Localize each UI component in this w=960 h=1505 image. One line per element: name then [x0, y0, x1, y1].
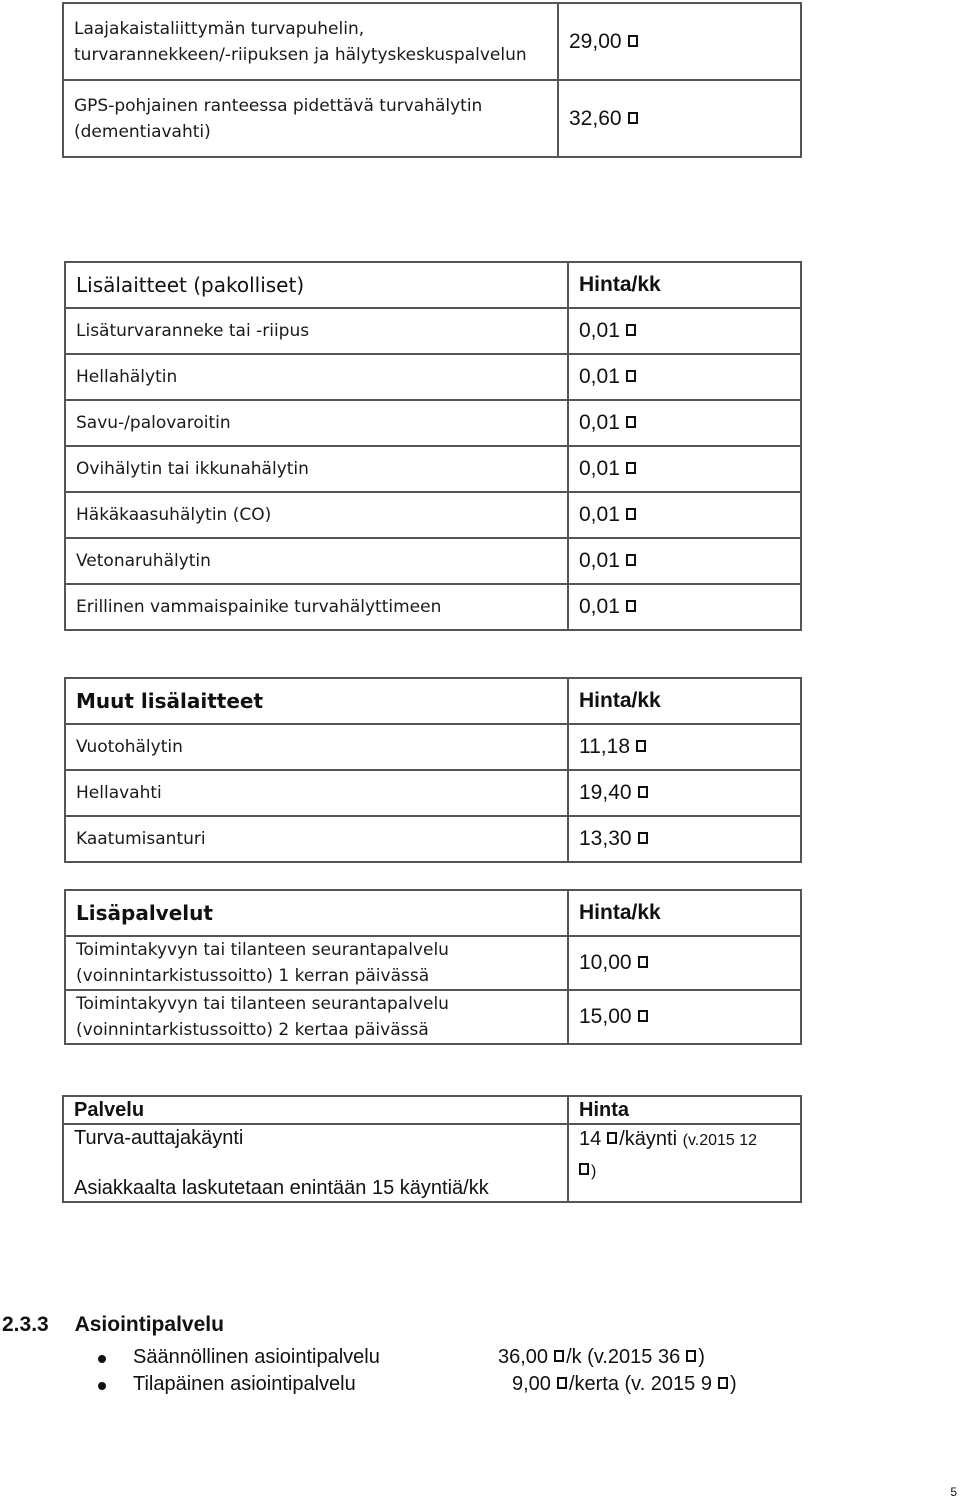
price-unit: /kerta (v. 2015 9	[568, 1373, 712, 1395]
price-value: 29,00	[569, 29, 622, 53]
row-label-line: turvarannekkeen/-riipuksen ja hälytyskeskuspalvelun	[74, 44, 527, 65]
price-value: 10,00	[579, 951, 632, 974]
row-label: Kaatumisanturi	[65, 816, 568, 862]
table-cell-label	[65, 990, 568, 1044]
service-note: Asiakkaalta laskutetaan enintään 15 käyntiä/kk	[74, 1177, 489, 1199]
price-value: 36,00	[498, 1346, 549, 1368]
section-number: 2.3.3	[2, 1313, 49, 1336]
price-unit: /k (v.2015 36	[566, 1346, 681, 1368]
table-cell-price	[568, 446, 801, 492]
price-value: 32,60	[569, 106, 622, 130]
price-value: 11,18	[579, 735, 630, 758]
table-cell-price	[558, 3, 801, 80]
price-value: 14	[579, 1128, 602, 1150]
table-cell-price	[568, 400, 801, 446]
price-value: 13,30	[579, 827, 632, 850]
price-value: 0,01	[579, 549, 620, 572]
euro-icon	[636, 740, 648, 754]
list-item-price	[498, 1346, 705, 1369]
table-cell-label	[65, 936, 568, 990]
price-close: )	[729, 1373, 737, 1395]
euro-icon	[579, 1163, 591, 1177]
page-number: 5	[950, 1485, 957, 1499]
price-value: 0,01	[579, 503, 620, 526]
row-label: Ovihälytin tai ikkunahälytin	[65, 446, 568, 492]
price-value: 0,01	[579, 411, 620, 434]
section-title: Asiointipalvelu	[74, 1313, 224, 1336]
table-cell-label	[63, 3, 558, 80]
mandatory-accessories-table	[64, 261, 802, 631]
table-cell-price	[568, 538, 801, 584]
table-cell-price	[558, 80, 801, 157]
euro-icon	[626, 462, 638, 476]
price-value: 0,01	[579, 595, 620, 618]
row-label-line: GPS-pohjainen ranteessa pidettävä turvahälytin	[74, 95, 483, 116]
row-label: Vuotohälytin	[65, 724, 568, 770]
bullet-icon	[98, 1355, 106, 1363]
price-value: 19,40	[579, 781, 632, 804]
section-heading	[2, 1313, 224, 1337]
euro-icon	[718, 1377, 730, 1391]
row-label: Erillinen vammaispainike turvahälyttimeen	[65, 584, 568, 630]
euro-icon	[638, 786, 650, 800]
row-label-line: Toimintakyvyn tai tilanteen seurantapalvelu	[76, 994, 449, 1014]
additional-services-table	[64, 889, 802, 1045]
euro-icon	[626, 508, 638, 522]
euro-icon	[626, 416, 638, 430]
euro-icon	[626, 370, 638, 384]
table-header-label: Muut lisälaitteet	[65, 678, 568, 724]
row-label: Vetonaruhälytin	[65, 538, 568, 584]
table-header-label: Lisäpalvelut	[65, 890, 568, 936]
euro-icon	[628, 112, 640, 126]
alarm-service-price-table	[62, 2, 802, 158]
euro-icon	[557, 1377, 569, 1391]
table-cell-price	[568, 354, 801, 400]
price-note: (v.2015 12	[682, 1132, 758, 1149]
price-value: 0,01	[579, 319, 620, 342]
price-note-close: )	[591, 1163, 597, 1180]
euro-icon	[686, 1350, 698, 1364]
visit-price-close	[569, 1154, 800, 1190]
row-label: Lisäturvaranneke tai -riipus	[65, 308, 568, 354]
table-header-label: Palvelu	[63, 1096, 568, 1124]
table-cell-price	[568, 936, 801, 990]
table-cell-price	[568, 1124, 801, 1202]
row-label-line: Toimintakyvyn tai tilanteen seurantapalvelu	[76, 940, 449, 960]
list-item-label: Tilapäinen asiointipalvelu	[133, 1373, 356, 1395]
table-cell-price	[568, 584, 801, 630]
table-header-price: Hinta/kk	[568, 262, 801, 308]
euro-icon	[638, 832, 650, 846]
table-cell-label	[63, 1124, 568, 1202]
euro-icon	[554, 1350, 566, 1364]
other-accessories-table	[64, 677, 802, 863]
price-value: 0,01	[579, 365, 620, 388]
euro-icon	[626, 324, 638, 338]
table-cell-price	[568, 724, 801, 770]
price-unit: /käynti	[619, 1128, 678, 1150]
list-item-price	[512, 1373, 737, 1396]
visit-price	[569, 1125, 800, 1154]
service-name: Turva-auttajakäynti	[74, 1127, 244, 1149]
bullet-icon	[98, 1382, 106, 1390]
list-item-label: Säännöllinen asiointipalvelu	[133, 1346, 380, 1368]
list-item	[133, 1346, 380, 1369]
table-header-price: Hinta	[568, 1096, 801, 1124]
table-header-price: Hinta/kk	[568, 890, 801, 936]
row-label: Häkäkaasuhälytin (CO)	[65, 492, 568, 538]
row-label: Savu-/palovaroitin	[65, 400, 568, 446]
table-cell-price	[568, 492, 801, 538]
list-item	[133, 1373, 356, 1396]
euro-icon	[628, 35, 640, 49]
euro-icon	[638, 956, 650, 970]
row-label: Hellavahti	[65, 770, 568, 816]
euro-icon	[607, 1132, 619, 1146]
euro-icon	[626, 554, 638, 568]
price-value: 9,00	[512, 1373, 551, 1395]
row-label-line: Laajakaistaliittymän turvapuhelin,	[74, 18, 365, 39]
table-cell-price	[568, 990, 801, 1044]
price-value: 0,01	[579, 457, 620, 480]
table-cell-price	[568, 770, 801, 816]
euro-icon	[626, 600, 638, 614]
table-header-price: Hinta/kk	[568, 678, 801, 724]
euro-icon	[638, 1010, 650, 1024]
price-value: 15,00	[579, 1005, 632, 1028]
row-label: Hellahälytin	[65, 354, 568, 400]
table-cell-label	[63, 80, 558, 157]
table-header-label: Lisälaitteet (pakolliset)	[65, 262, 568, 308]
table-cell-price	[568, 308, 801, 354]
row-label-line: (dementiavahti)	[74, 121, 211, 142]
table-cell-price	[568, 816, 801, 862]
row-label-line: (voinnintarkistussoitto) 2 kertaa päivässä	[76, 1020, 429, 1040]
service-visit-table	[62, 1095, 802, 1203]
row-label-line: (voinnintarkistussoitto) 1 kerran päivässä	[76, 966, 430, 986]
price-close: )	[698, 1346, 705, 1368]
